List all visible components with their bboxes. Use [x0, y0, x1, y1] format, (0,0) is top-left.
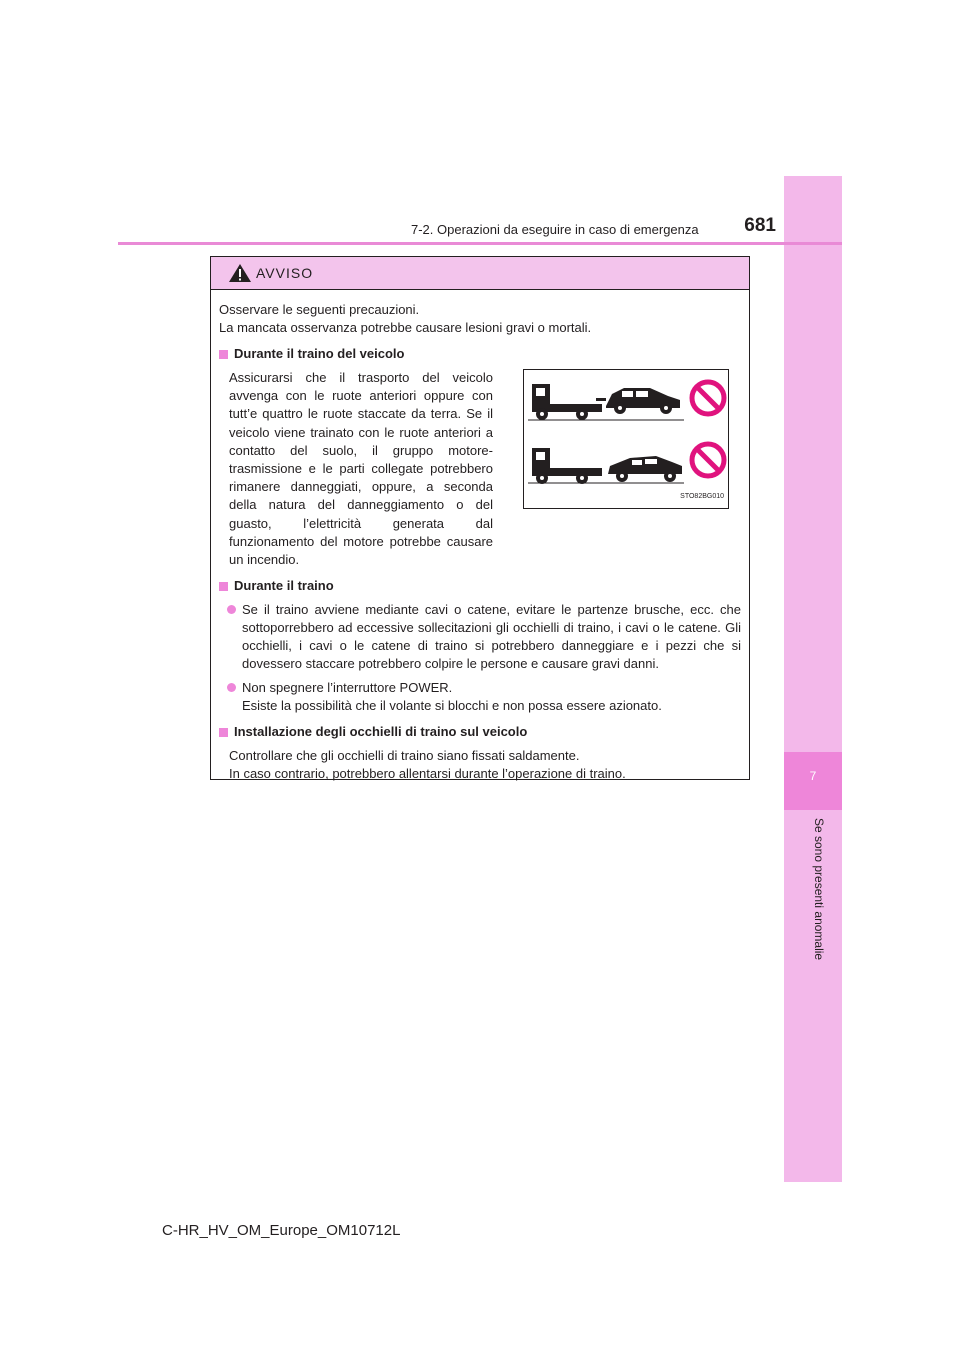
- towed-car-top-icon: [606, 388, 680, 414]
- figure-code: STO82BG010: [680, 493, 724, 500]
- section-1-heading-text: Durante il traino del veicolo: [234, 346, 405, 361]
- towing-illustration: [523, 369, 729, 509]
- section-2-bullet-2-text: [242, 679, 662, 715]
- tow-truck-top-icon: [532, 384, 606, 420]
- section-3-heading-text: Installazione degli occhielli di traino sul veicolo: [234, 724, 528, 740]
- section-2-bullet-2: [227, 679, 741, 715]
- warning-intro-2: La mancata osservanza potrebbe causare lesioni gravi o mortali.: [219, 320, 592, 335]
- tow-truck-bottom-icon: [532, 448, 602, 484]
- section-2-bullet-2-line-1: Non spegnere l’interruttore POWER.: [242, 680, 453, 696]
- section-title: 7-2. Operazioni da eseguire in caso di emergenza: [411, 222, 699, 237]
- round-bullet-icon: [227, 605, 236, 614]
- towed-car-bottom-icon: [608, 456, 682, 482]
- section-2-heading: [219, 577, 741, 595]
- side-tab: [784, 176, 842, 1182]
- square-bullet-icon: [219, 582, 228, 591]
- section-2-heading-text: Durante il traino: [234, 578, 334, 594]
- section-1-text: Assicurarsi che il trasporto del veicolo avvenga con le ruote anteriori oppure con tutt’e quattro le ruote staccate da terra. Se il veicolo viene trainato con le ruote anteriori a contatto del suolo, il gruppo motore-trasmissione e le parti collegate potrebbero rimanere danneggiati, oppure, a seconda della natura del danneggiamento o del guasto, l’elettricità generata dal funzionamento del motore potrebbe causare un incendio.: [229, 370, 493, 568]
- square-bullet-icon: [219, 350, 228, 359]
- towing-row: [219, 369, 741, 569]
- header-rule: [118, 242, 842, 245]
- warning-header: [211, 257, 749, 290]
- warning-title: AVVISO: [256, 265, 314, 281]
- section-2-bullet-1-text: Se il traino avviene mediante cavi o catene, evitare le partenze brusche, ecc. che sottoporrebbero ad eccessive sollecitazioni gli occhielli di traino, i cavi o le catene. Gli occhielli, i cavi o le catene di traino si potrebbero danneggiare e i pezzi che si dovessero staccare potrebbero colpire le persone e causare gravi danni.: [242, 602, 741, 672]
- prohibition-icon-bottom: [692, 444, 724, 476]
- section-3-heading: [219, 723, 741, 741]
- section-3-line-1: Controllare che gli occhielli di traino siano fissati saldamente.: [229, 748, 580, 764]
- warning-intro-1: Osservare le seguenti precauzioni.: [219, 302, 420, 317]
- chapter-title: Se sono presenti anomalie: [812, 818, 826, 961]
- footer-doc-code: C-HR_HV_OM_Europe_OM10712L: [162, 1222, 401, 1239]
- chapter-number: 7: [809, 769, 817, 783]
- round-bullet-icon: [227, 683, 236, 692]
- square-bullet-icon: [219, 728, 228, 737]
- prohibition-icon-top: [692, 382, 724, 414]
- section-2-bullet-2-line-2: Esiste la possibilità che il volante si blocchi e non possa essere azionato.: [242, 698, 662, 714]
- warning-box: [210, 256, 750, 780]
- section-1-heading: [219, 345, 741, 363]
- section-2-bullet-1: [227, 601, 741, 673]
- warning-triangle-icon: [228, 263, 252, 283]
- page-number: 681: [744, 215, 776, 236]
- section-3-line-2: In caso contrario, potrebbero allentarsi durante l’operazione di traino.: [229, 766, 626, 782]
- warning-body: [211, 290, 749, 783]
